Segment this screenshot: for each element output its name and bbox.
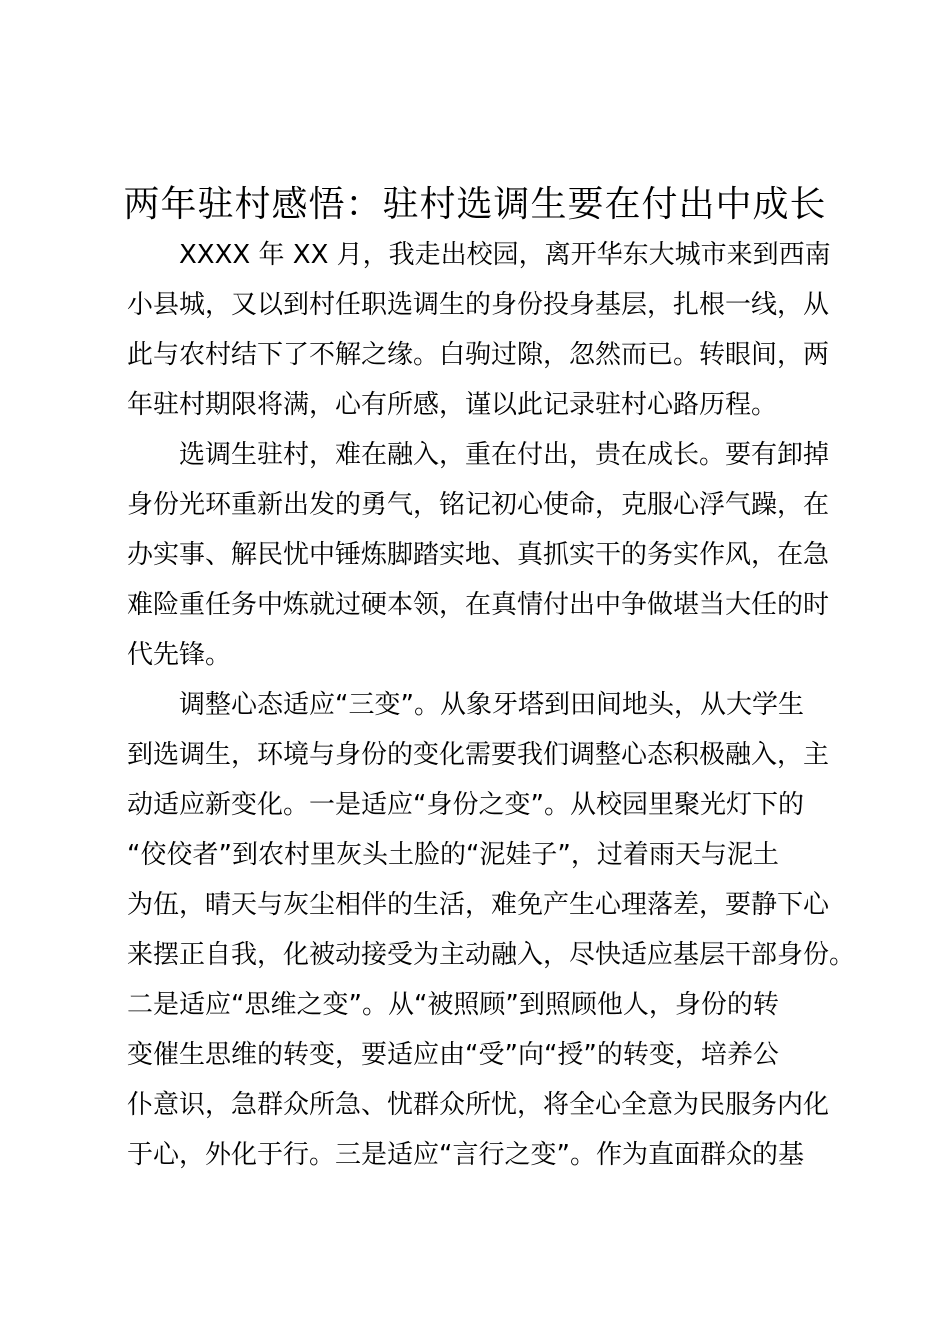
text-line: 于心，外化于行。三是适应“言行之变”。作为直面群众的基	[127, 1140, 804, 1170]
paragraph-3	[127, 680, 856, 1180]
text-line: 仆意识，急群众所急、忧群众所忧，将全心全意为民服务内化	[127, 1090, 830, 1120]
document-title: 两年驻村感悟：驻村选调生要在付出中成长	[123, 184, 827, 225]
text-line: 此与农村结下了不解之缘。白驹过隙，忽然而已。转眼间，两	[127, 340, 830, 370]
paragraph-1	[127, 230, 847, 430]
text-line: 选调生驻村，难在融入，重在付出，贵在成长。要有卸掉	[179, 440, 830, 470]
document-body	[127, 230, 856, 1180]
text-line: “佼佼者”到农村里灰头土脸的“泥娃子”，过着雨天与泥土	[127, 840, 779, 870]
text-line: 变催生思维的转变，要适应由“受”向“授”的转变，培养公	[127, 1040, 779, 1070]
text-line: 身份光环重新出发的勇气，铭记初心使命，克服心浮气躁，在	[127, 490, 830, 520]
text-line: 调整心态适应“三变”。从象牙塔到田间地头，从大学生	[179, 690, 804, 720]
text-line: 年驻村期限将满，心有所感，谨以此记录驻村心路历程。	[127, 390, 778, 420]
text-line: 小县城，又以到村任职选调生的身份投身基层，扎根一线，从	[127, 290, 830, 320]
text-line: 二是适应“思维之变”。从“被照顾”到照顾他人，身份的转	[127, 990, 779, 1020]
text-line: 代先锋。	[127, 640, 232, 670]
text-line: 为伍，晴天与灰尘相伴的生活，难免产生心理落差，要静下心	[127, 890, 830, 920]
text-line: 办实事、解民忧中锤炼脚踏实地、真抓实干的务实作风，在急	[127, 540, 830, 570]
paragraph-2	[127, 430, 847, 680]
text-line: 动适应新变化。一是适应“身份之变”。从校园里聚光灯下的	[127, 790, 804, 820]
text-line: 到选调生，环境与身份的变化需要我们调整心态积极融入，主	[127, 740, 830, 770]
text-line: 难险重任务中炼就过硬本领，在真情付出中争做堪当大任的时	[127, 590, 830, 620]
text-line: 来摆正自我，化被动接受为主动融入，尽快适应基层干部身份。	[127, 940, 856, 970]
text-line: XXXX 年 XX 月，我走出校园，离开华东大城市来到西南	[179, 240, 831, 270]
